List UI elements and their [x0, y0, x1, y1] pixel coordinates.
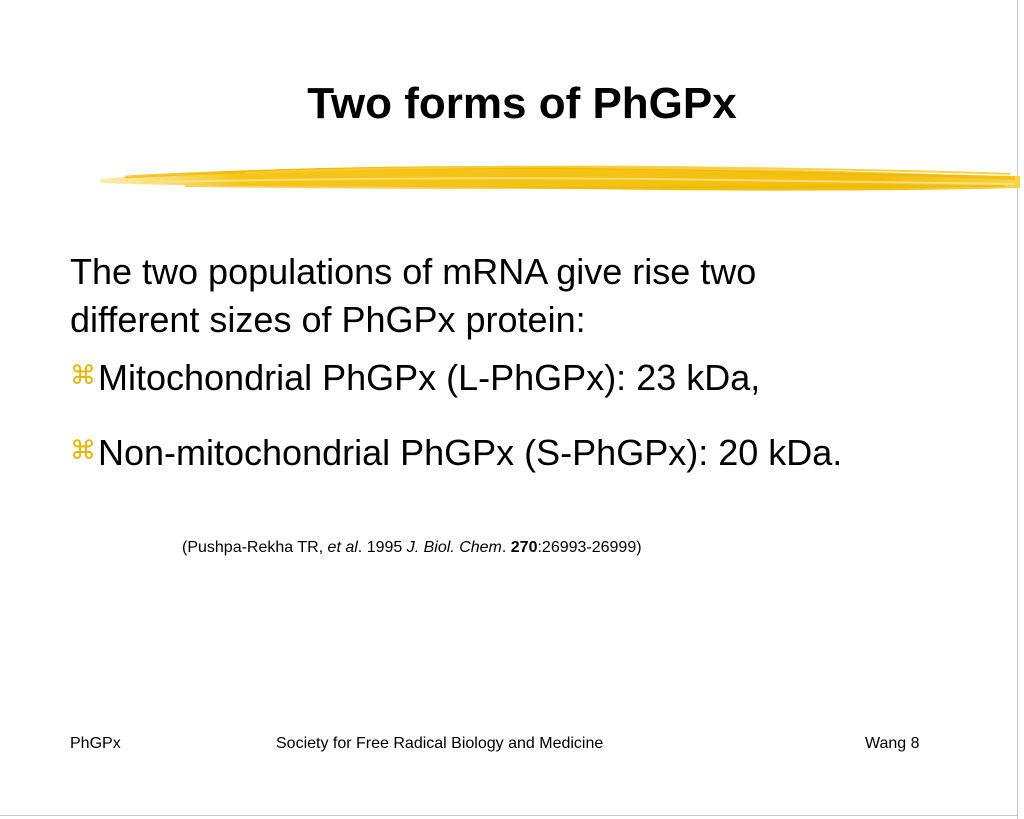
brush-stroke-divider: [95, 155, 1024, 200]
slide-title: Two forms of PhGPx: [307, 79, 737, 128]
bullet-item: [70, 352, 760, 402]
citation-authors: (Pushpa-Rekha TR,: [182, 539, 328, 556]
citation: [182, 537, 642, 559]
citation-et-al: et al: [327, 539, 358, 556]
footer-topic: PhGPx: [70, 735, 121, 752]
slide-bottom-border: [0, 815, 1018, 816]
intro-text: [70, 248, 970, 344]
citation-volume: 270: [510, 539, 538, 556]
citation-separator: .: [501, 539, 511, 556]
bullet-text: Mitochondrial PhGPx (L-PhGPx): 23 kDa,: [98, 357, 761, 398]
bullet-text: Non-mitochondrial PhGPx (S-PhGPx): 20 kDa.: [98, 432, 843, 473]
footer-page-number: Wang 8: [865, 735, 920, 752]
intro-line-1: The two populations of mRNA give rise two: [70, 251, 757, 292]
citation-pages: :26993-26999): [537, 539, 642, 556]
intro-line-2: different sizes of PhGPx protein:: [70, 299, 586, 340]
citation-journal: J. Biol. Chem: [406, 539, 502, 556]
command-key-icon: ⌘: [70, 361, 96, 391]
bullet-item: [70, 427, 842, 477]
citation-year: . 1995: [357, 539, 407, 556]
footer-organization: Society for Free Radical Biology and Medicine: [276, 735, 604, 752]
command-key-icon: ⌘: [70, 436, 96, 466]
